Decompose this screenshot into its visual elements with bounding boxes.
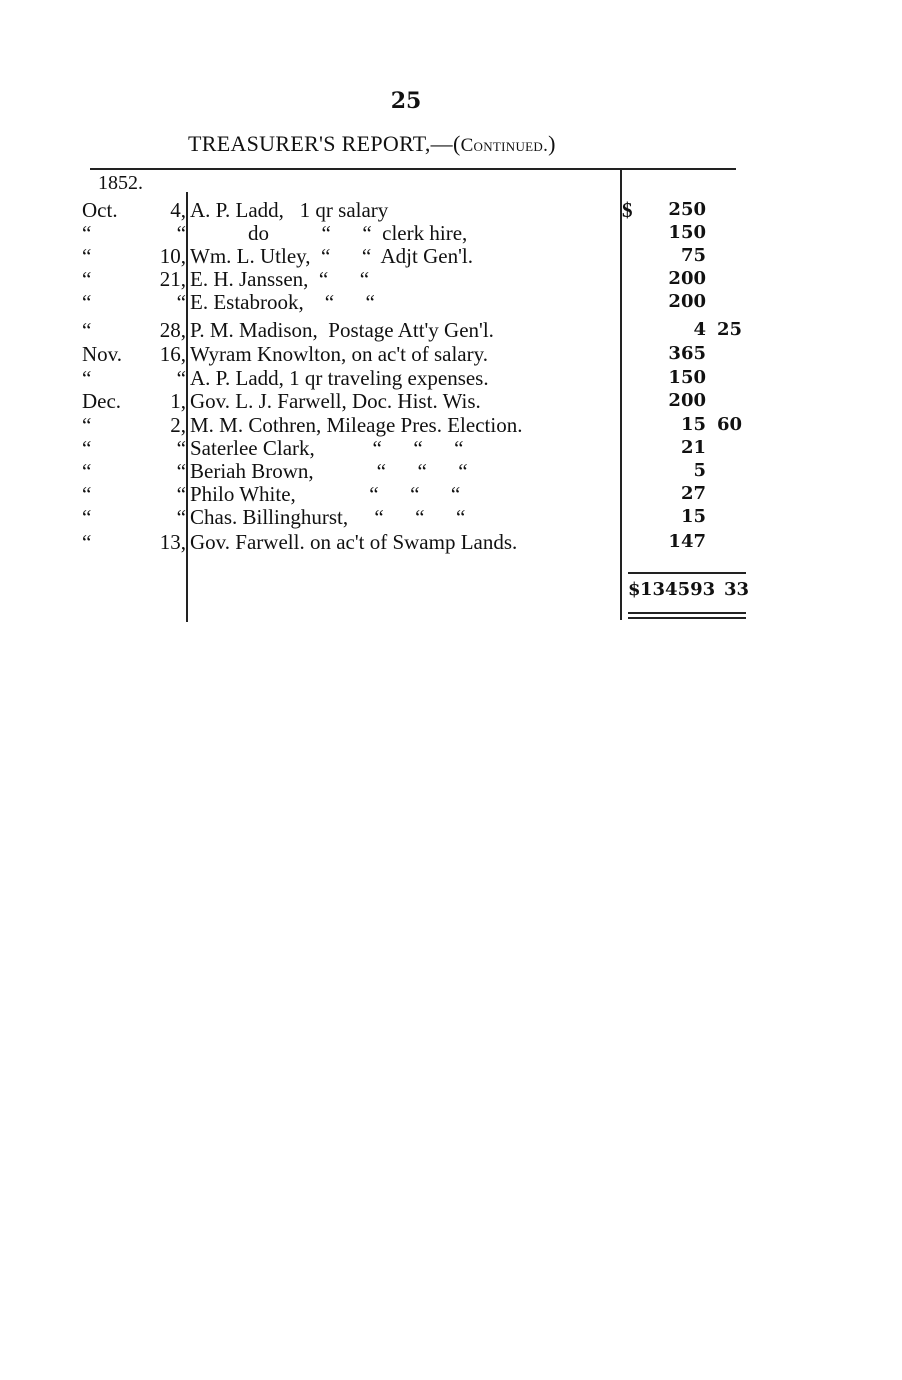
entry-month: “ bbox=[82, 530, 92, 554]
entry-amount: 200 bbox=[668, 390, 706, 411]
entry-month: Nov. bbox=[82, 342, 123, 366]
entry-month: “ bbox=[82, 366, 92, 390]
report-title bbox=[188, 131, 556, 157]
entry-month: “ bbox=[82, 267, 92, 291]
total-row bbox=[628, 578, 748, 602]
entry-month: “ bbox=[82, 505, 92, 529]
entry-amount: 150 bbox=[668, 222, 706, 243]
total-rule-bottom-1 bbox=[628, 612, 746, 614]
entry-description: E. H. Janssen, “ “ bbox=[190, 267, 370, 291]
table-row bbox=[0, 198, 902, 222]
entry-day: 28, bbox=[159, 318, 186, 342]
table-row bbox=[0, 267, 902, 291]
table-row bbox=[0, 505, 902, 529]
entry-day: 16, bbox=[159, 342, 186, 366]
total-dollar-sign: $ bbox=[628, 579, 641, 600]
table-row bbox=[0, 482, 902, 506]
entry-amount: 200 bbox=[668, 268, 706, 289]
entry-day: “ bbox=[176, 436, 186, 460]
entry-amount: 15 bbox=[680, 506, 706, 527]
entry-month: “ bbox=[82, 482, 92, 506]
entry-cents: 60 bbox=[716, 414, 742, 435]
entry-description: Chas. Billinghurst, “ “ “ bbox=[190, 505, 466, 529]
table-row bbox=[0, 318, 902, 342]
entry-cents: 25 bbox=[716, 319, 742, 340]
entry-description: A. P. Ladd, 1 qr salary bbox=[190, 198, 389, 222]
total-rule-top bbox=[628, 572, 746, 574]
entry-description: Saterlee Clark, “ “ “ bbox=[190, 436, 464, 460]
table-row bbox=[0, 413, 902, 437]
entry-month: “ bbox=[82, 290, 92, 314]
report-title-main: TREASURER'S REPORT,—( bbox=[188, 131, 461, 156]
report-title-close: ) bbox=[548, 131, 556, 156]
entry-description: Wyram Knowlton, on ac't of salary. bbox=[190, 342, 488, 366]
entry-month: “ bbox=[82, 436, 92, 460]
table-row bbox=[0, 436, 902, 460]
entry-description: E. Estabrook, “ “ bbox=[190, 290, 375, 314]
table-top-rule bbox=[90, 168, 736, 170]
entry-amount: 15 bbox=[680, 414, 706, 435]
entry-amount: 75 bbox=[680, 245, 706, 266]
total-cents: 33 bbox=[724, 579, 750, 600]
table-row bbox=[0, 221, 902, 245]
entry-month: “ bbox=[82, 459, 92, 483]
entry-day: “ bbox=[176, 459, 186, 483]
entry-day: 10, bbox=[159, 244, 186, 268]
table-row bbox=[0, 366, 902, 390]
entry-description: A. P. Ladd, 1 qr traveling expenses. bbox=[190, 366, 489, 390]
entry-month: “ bbox=[82, 244, 92, 268]
total-amount: 134593 bbox=[640, 579, 716, 600]
entry-description: do “ “ clerk hire, bbox=[248, 221, 468, 245]
entry-description: Wm. L. Utley, “ “ Adjt Gen'l. bbox=[190, 244, 473, 268]
table-row bbox=[0, 290, 902, 314]
entry-month: Dec. bbox=[82, 389, 122, 413]
entry-amount: 27 bbox=[680, 483, 706, 504]
entry-day: 21, bbox=[159, 267, 186, 291]
entry-amount: 4 bbox=[693, 319, 706, 340]
entry-amount: 147 bbox=[668, 531, 706, 552]
table-row bbox=[0, 342, 902, 366]
entry-month: “ bbox=[82, 413, 92, 437]
entry-month: Oct. bbox=[82, 198, 118, 222]
entry-month: “ bbox=[82, 221, 92, 245]
page-number: 25 bbox=[390, 88, 422, 114]
entry-day: 2, bbox=[170, 413, 186, 437]
table-row bbox=[0, 244, 902, 268]
entry-description: Philo White, “ “ “ bbox=[190, 482, 461, 506]
entry-month: “ bbox=[82, 318, 92, 342]
entry-day: 13, bbox=[159, 530, 186, 554]
entry-amount: 200 bbox=[668, 291, 706, 312]
entry-day: “ bbox=[176, 221, 186, 245]
entry-amount: 21 bbox=[680, 437, 706, 458]
entry-amount: 5 bbox=[693, 460, 706, 481]
entry-day: “ bbox=[176, 482, 186, 506]
entry-description: P. M. Madison, Postage Att'y Gen'l. bbox=[190, 318, 494, 342]
entry-description: Beriah Brown, “ “ “ bbox=[190, 459, 468, 483]
year-heading: 1852. bbox=[98, 172, 143, 194]
entry-description: Gov. Farwell. on ac't of Swamp Lands. bbox=[190, 530, 518, 554]
table-row bbox=[0, 530, 902, 554]
entry-amount: 250 bbox=[668, 199, 706, 220]
entry-dollar-sign: $ bbox=[622, 198, 633, 222]
total-rule-bottom-2 bbox=[628, 617, 746, 619]
report-title-continued: Continued. bbox=[460, 135, 549, 156]
table-row bbox=[0, 389, 902, 413]
table-row bbox=[0, 459, 902, 483]
entry-day: 4, bbox=[170, 198, 186, 222]
entry-amount: 365 bbox=[668, 343, 706, 364]
entry-day: “ bbox=[176, 505, 186, 529]
entry-day: “ bbox=[176, 290, 186, 314]
entry-description: Gov. L. J. Farwell, Doc. Hist. Wis. bbox=[190, 389, 481, 413]
entry-description: M. M. Cothren, Mileage Pres. Election. bbox=[190, 413, 523, 437]
entry-day: “ bbox=[176, 366, 186, 390]
entry-amount: 150 bbox=[668, 367, 706, 388]
entry-day: 1, bbox=[170, 389, 186, 413]
